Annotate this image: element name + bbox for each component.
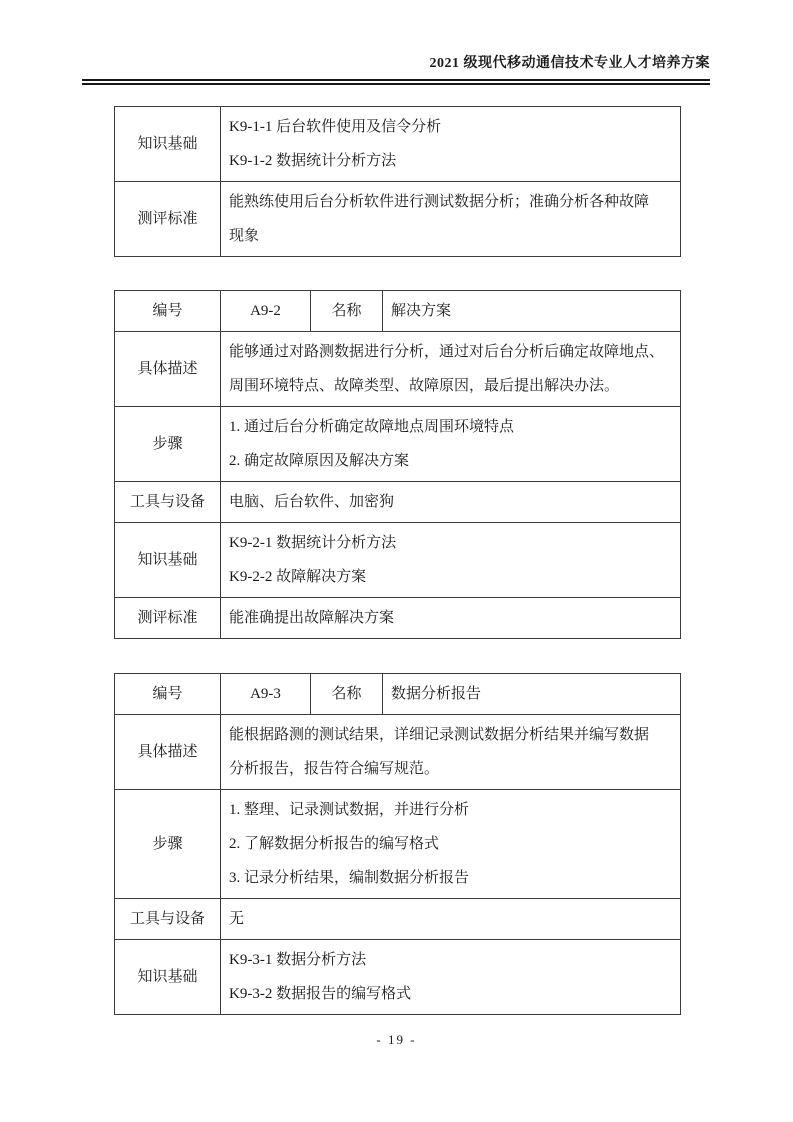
cell-line: 能准确提出故障解决方案 — [229, 610, 395, 626]
row-value-cell — [221, 107, 681, 182]
page-number: - 19 - — [376, 1032, 417, 1047]
row-value-cell — [221, 940, 681, 1015]
cell-line: K9-1-2 数据统计分析方法 — [229, 153, 397, 169]
row-label-cell — [115, 899, 221, 940]
row-label: 知识基础 — [137, 969, 198, 985]
spec-table-a9-3 — [114, 673, 681, 1015]
row-value-cell — [221, 715, 681, 790]
cell-line: 2. 了解数据分析报告的编写格式 — [229, 836, 440, 852]
name-label-cell — [311, 674, 383, 715]
row-label-cell — [115, 940, 221, 1015]
table-row — [115, 523, 681, 598]
table-row — [115, 715, 681, 790]
table-row — [115, 940, 681, 1015]
id-label: 编号 — [152, 686, 183, 702]
row-label-cell — [115, 715, 221, 790]
row-value-cell — [221, 407, 681, 482]
table-header-row — [115, 674, 681, 715]
cell-line: K9-2-1 数据统计分析方法 — [229, 535, 397, 551]
table-row — [115, 332, 681, 407]
name-value: 数据分析报告 — [391, 686, 482, 702]
table-row — [115, 482, 681, 523]
id-value-cell — [221, 674, 311, 715]
row-label-cell — [115, 332, 221, 407]
spec-table-a9-2 — [114, 290, 681, 639]
cell-line: 无 — [229, 911, 245, 927]
row-label: 知识基础 — [137, 552, 198, 568]
row-label: 测评标准 — [137, 211, 198, 227]
header-double-rule — [82, 79, 710, 85]
row-label: 工具与设备 — [129, 911, 205, 927]
row-label-cell — [115, 523, 221, 598]
cell-line: K9-2-2 故障解决方案 — [229, 569, 367, 585]
id-value: A9-3 — [250, 686, 281, 702]
spec-table-a9-1-continuation — [114, 106, 681, 257]
row-value-cell — [221, 482, 681, 523]
id-label-cell — [115, 291, 221, 332]
id-label-cell — [115, 674, 221, 715]
table-row — [115, 790, 681, 899]
id-label: 编号 — [152, 303, 183, 319]
table-header-row — [115, 291, 681, 332]
cell-line: K9-3-1 数据分析方法 — [229, 952, 367, 968]
table-row — [115, 899, 681, 940]
row-value-cell — [221, 332, 681, 407]
cell-line: 能够通过对路测数据进行分析，通过对后台分析后确定故障地点、 — [229, 344, 665, 360]
name-value-cell — [383, 291, 681, 332]
cell-line: 电脑、后台软件、加密狗 — [229, 494, 395, 510]
row-label: 步骤 — [152, 836, 183, 852]
row-label-cell — [115, 107, 221, 182]
name-label-cell — [311, 291, 383, 332]
cell-line: K9-3-2 数据报告的编写格式 — [229, 986, 412, 1002]
row-value-cell — [221, 523, 681, 598]
row-value-cell — [221, 790, 681, 899]
table-row — [115, 182, 681, 257]
row-label: 步骤 — [152, 436, 183, 452]
table-row — [115, 107, 681, 182]
row-label: 知识基础 — [137, 136, 198, 152]
name-value-cell — [383, 674, 681, 715]
row-label-cell — [115, 790, 221, 899]
row-label: 具体描述 — [137, 744, 198, 760]
name-label: 名称 — [331, 303, 362, 319]
cell-line: 1. 整理、记录测试数据，并进行分析 — [229, 802, 470, 818]
table-row — [115, 598, 681, 639]
row-value-cell — [221, 598, 681, 639]
row-label-cell — [115, 182, 221, 257]
table-row — [115, 407, 681, 482]
cell-line: 周围环境特点、故障类型、故障原因，最后提出解决办法。 — [229, 378, 620, 394]
cell-line: 能熟练使用后台分析软件进行测试数据分析；准确分析各种故障 — [229, 194, 650, 210]
page-header-title: 2021 级现代移动通信技术专业人才培养方案 — [429, 56, 710, 71]
row-value-cell — [221, 899, 681, 940]
name-value: 解决方案 — [391, 303, 452, 319]
cell-line: 3. 记录分析结果，编制数据分析报告 — [229, 870, 470, 886]
name-label: 名称 — [331, 686, 362, 702]
row-label: 工具与设备 — [129, 494, 205, 510]
id-value: A9-2 — [250, 303, 281, 319]
row-label: 具体描述 — [137, 361, 198, 377]
row-value-cell — [221, 182, 681, 257]
row-label-cell — [115, 407, 221, 482]
id-value-cell — [221, 291, 311, 332]
cell-line: 2. 确定故障原因及解决方案 — [229, 453, 410, 469]
cell-line: K9-1-1 后台软件使用及信令分析 — [229, 119, 442, 135]
cell-line: 1. 通过后台分析确定故障地点周围环境特点 — [229, 419, 515, 435]
row-label: 测评标准 — [137, 610, 198, 626]
row-label-cell — [115, 482, 221, 523]
cell-line: 能根据路测的测试结果，详细记录测试数据分析结果并编写数据 — [229, 727, 650, 743]
cell-line: 现象 — [229, 228, 260, 244]
row-label-cell — [115, 598, 221, 639]
cell-line: 分析报告，报告符合编写规范。 — [229, 761, 440, 777]
